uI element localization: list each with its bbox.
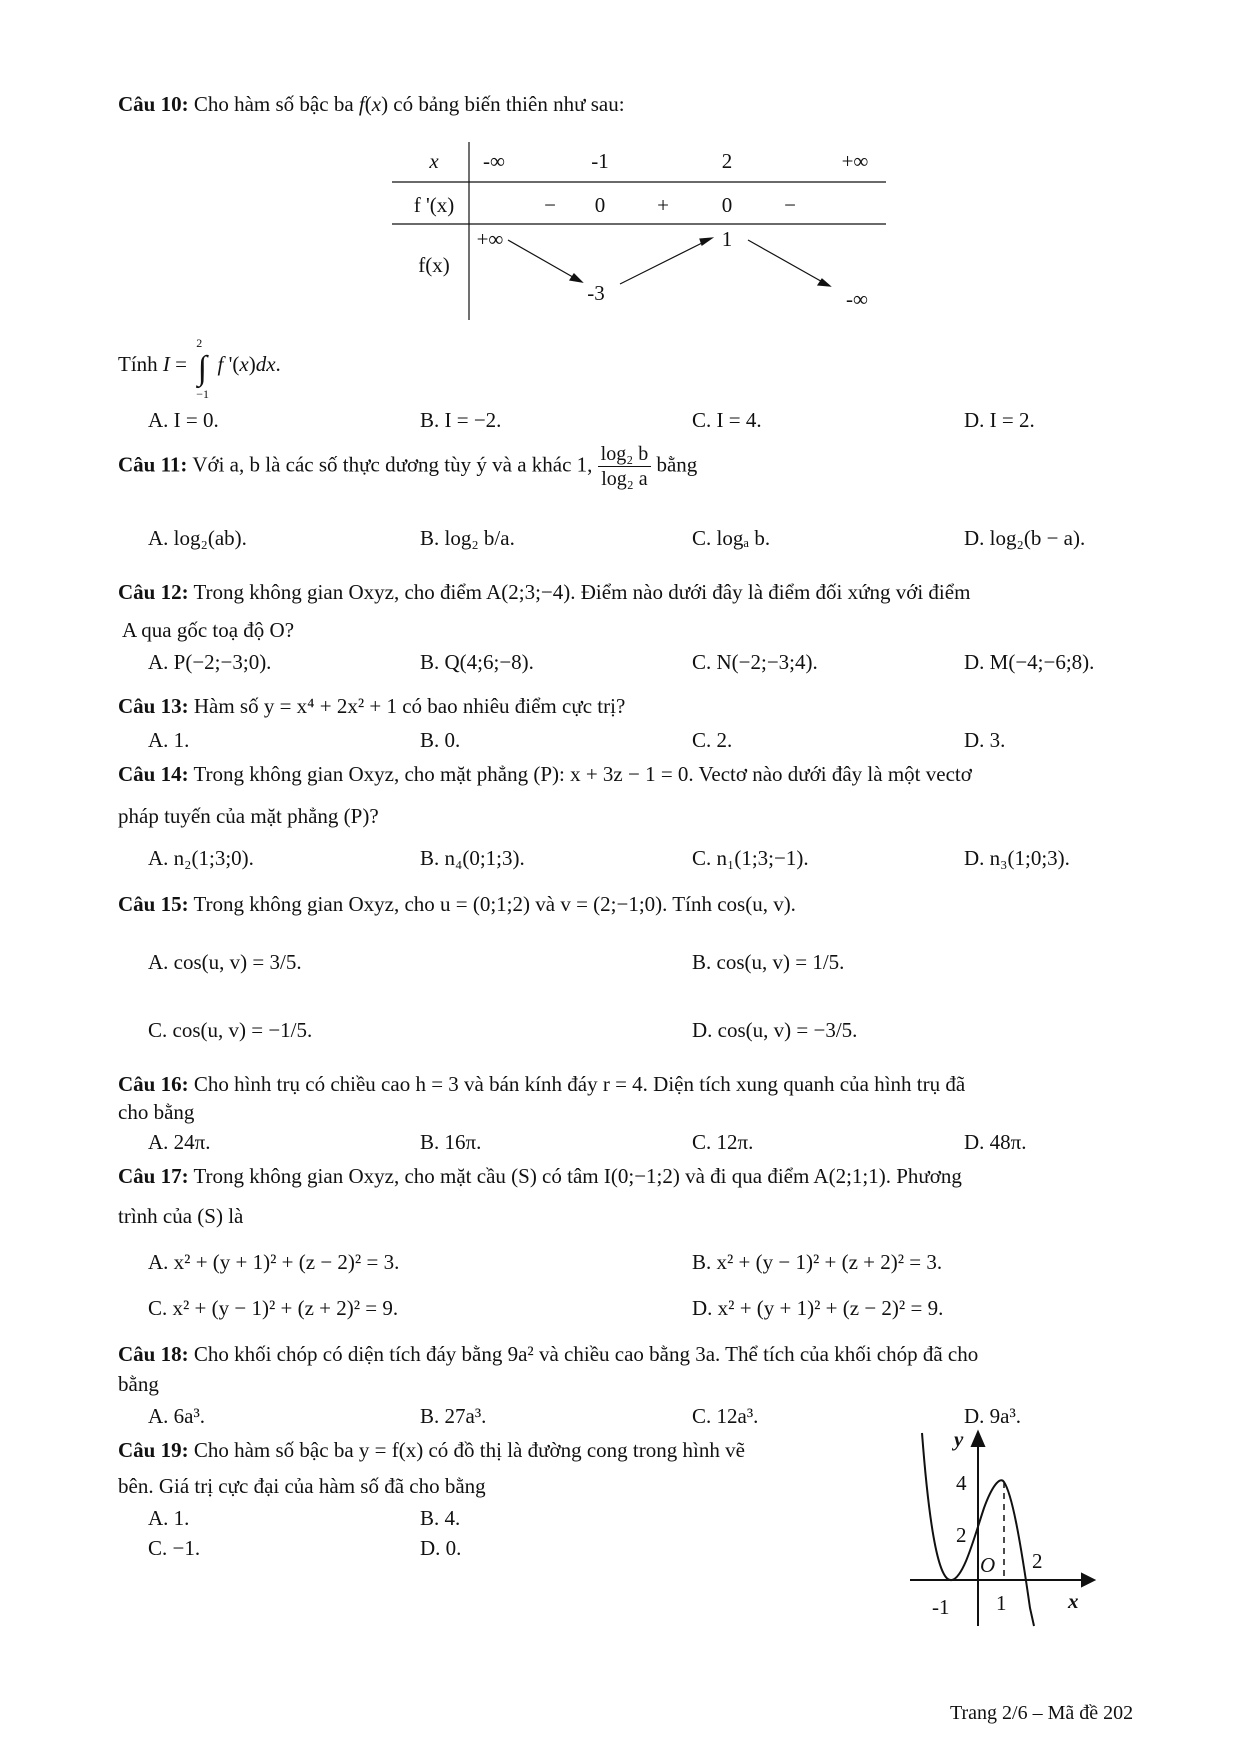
q16-option-a[interactable]: A. 24π. [148, 1130, 211, 1154]
f-value: +∞ [476, 227, 504, 251]
q13-option-c[interactable]: C. 2. [692, 728, 733, 752]
x-value: -1 [591, 149, 609, 173]
q18-option-b[interactable]: B. 27a³. [420, 1404, 487, 1428]
q12-label: Câu 12: [118, 580, 189, 604]
q11-option-d[interactable]: D. log₂(b − a). [964, 526, 1086, 550]
q15-option-b[interactable]: B. cos(u, v) = 1/5. [692, 950, 845, 974]
q11-label: Câu 11: [118, 452, 188, 477]
q14-option-b[interactable]: B. n₄(0;1;3). [420, 846, 525, 870]
q19-option-d[interactable]: D. 0. [420, 1536, 462, 1560]
q10-label: Câu 10: [118, 92, 189, 116]
x-value: -∞ [483, 149, 505, 173]
q10-option-d[interactable]: D. I = 2. [964, 408, 1035, 432]
x-axis-arrow [1082, 1574, 1094, 1586]
q16-option-c[interactable]: C. 12π. [692, 1130, 754, 1154]
q18-option-a[interactable]: A. 6a³. [148, 1404, 206, 1428]
q15-option-c[interactable]: C. cos(u, v) = −1/5. [148, 1018, 313, 1042]
q15-label: Câu 15: [118, 892, 189, 916]
table-row-x-label: x [429, 149, 439, 173]
q16-text-2: cho bằng [118, 1100, 195, 1124]
q14-text-1: Trong không gian Oxyz, cho mặt phẳng (P): x + 3z − 1 = 0. Vectơ nào dưới đây là một vectơ [193, 762, 972, 786]
q17-option-d[interactable]: D. x² + (y + 1)² + (z − 2)² = 9. [692, 1296, 944, 1320]
q11-text: Với a, b là các số thực dương tùy ý và a khác 1, [192, 452, 593, 477]
x-value: 2 [721, 149, 733, 173]
q12-stem [118, 580, 970, 605]
x-axis-label: x [1068, 1589, 1079, 1613]
q16-option-b[interactable]: B. 16π. [420, 1130, 482, 1154]
q11-option-b[interactable]: B. log₂ b/a. [420, 526, 515, 550]
x-tick: 1 [996, 1591, 1007, 1615]
q11-option-a[interactable]: A. log₂(ab). [148, 526, 247, 550]
q14-option-a[interactable]: A. n₂(1;3;0). [148, 846, 254, 870]
q19-label: Câu 19: [118, 1438, 189, 1462]
q18-label: Câu 18: [118, 1342, 189, 1366]
q16-stem [118, 1072, 965, 1097]
q18-stem [118, 1342, 978, 1367]
q10-stem [118, 92, 625, 117]
f-value: 1 [721, 227, 733, 251]
q11-fraction: $\frac{\text{log₂ b}}{\text{log₂ a}}$ [598, 442, 652, 491]
arrow-down-1 [508, 240, 578, 280]
q16-option-d[interactable]: D. 48π. [964, 1130, 1027, 1154]
fp-value: 0 [594, 193, 606, 217]
q12-option-d[interactable]: D. M(−4;−6;8). [964, 650, 1095, 674]
q16-label: Câu 16: [118, 1072, 189, 1096]
fp-value: + [657, 193, 669, 217]
q19-graph [900, 1428, 1100, 1628]
q17-option-b[interactable]: B. x² + (y − 1)² + (z + 2)² = 3. [692, 1250, 943, 1274]
y-tick: 2 [956, 1523, 967, 1547]
q18-option-c[interactable]: C. 12a³. [692, 1404, 759, 1428]
q17-option-c[interactable]: C. x² + (y − 1)² + (z + 2)² = 9. [148, 1296, 399, 1320]
q14-label: Câu 14: [118, 762, 189, 786]
q14-stem [118, 762, 972, 787]
q19-text-1: Cho hàm số bậc ba y = f(x) có đồ thị là đường cong trong hình vẽ [193, 1438, 745, 1462]
f-value: -3 [587, 281, 605, 305]
q19-option-a[interactable]: A. 1. [148, 1506, 190, 1530]
fp-value: 0 [721, 193, 733, 217]
x-tick: -1 [932, 1595, 950, 1619]
q19-option-c[interactable]: C. −1. [148, 1536, 201, 1560]
q18-option-d[interactable]: D. 9a³. [964, 1404, 1022, 1428]
q11-stem [118, 442, 697, 491]
arrow-down-2 [748, 240, 826, 284]
q18-text-1: Cho khối chóp có diện tích đáy bằng 9a² và chiều cao bằng 3a. Thể tích của khối chóp đã cho [193, 1342, 979, 1366]
q13-option-a[interactable]: A. 1. [148, 728, 190, 752]
fp-value: − [784, 193, 796, 217]
q13-stem [118, 694, 625, 719]
integral-sign: ∫ 2 −1 [196, 336, 210, 401]
q17-text-2: trình của (S) là [118, 1204, 244, 1228]
q14-text-2: pháp tuyến của mặt phẳng (P)? [118, 804, 379, 828]
q17-option-a[interactable]: A. x² + (y + 1)² + (z − 2)² = 3. [148, 1250, 400, 1274]
y-tick: 4 [956, 1471, 967, 1495]
q16-text-1: Cho hình trụ có chiều cao h = 3 và bán kính đáy r = 4. Diện tích xung quanh của hình trụ đã [193, 1072, 966, 1096]
x-tick: 2 [1032, 1549, 1043, 1573]
q14-option-c[interactable]: C. n₁(1;3;−1). [692, 846, 809, 870]
q12-text-2: A qua gốc toạ độ O? [122, 618, 295, 642]
y-axis-arrow [972, 1432, 984, 1446]
q10-option-a[interactable]: A. I = 0. [148, 408, 219, 432]
q12-option-b[interactable]: B. Q(4;6;−8). [420, 650, 534, 674]
q13-label: Câu 13: [118, 694, 189, 718]
q15-option-d[interactable]: D. cos(u, v) = −3/5. [692, 1018, 858, 1042]
x-value: +∞ [841, 149, 869, 173]
q12-text-1: Trong không gian Oxyz, cho điểm A(2;3;−4). Điểm nào dưới đây là điểm đối xứng với điểm [193, 580, 971, 604]
f-value: -∞ [846, 287, 868, 311]
q15-stem [118, 892, 796, 917]
q10-option-c[interactable]: C. I = 4. [692, 408, 762, 432]
q12-option-c[interactable]: C. N(−2;−3;4). [692, 650, 818, 674]
q19-option-b[interactable]: B. 4. [420, 1506, 461, 1530]
arrow-head [700, 238, 712, 245]
q17-stem [118, 1164, 962, 1189]
arrow-head [570, 274, 582, 282]
origin-label: O [980, 1553, 996, 1577]
q13-option-d[interactable]: D. 3. [964, 728, 1006, 752]
q18-text-2: bằng [118, 1372, 159, 1396]
q12-option-a[interactable]: A. P(−2;−3;0). [148, 650, 272, 674]
variation-table [390, 140, 890, 320]
q17-text-1: Trong không gian Oxyz, cho mặt cầu (S) có tâm I(0;−1;2) và đi qua điểm A(2;1;1). Phương [193, 1164, 962, 1188]
q13-text: Hàm số y = x⁴ + 2x² + 1 có bao nhiêu điểm cực trị? [193, 694, 626, 718]
q11-option-c[interactable]: C. logₐ b. [692, 526, 771, 550]
q10-prompt: Tính I = ∫ 2 −1 f '(x)dx. [118, 336, 281, 401]
page-footer: Trang 2/6 – Mã đề 202 [950, 1702, 1134, 1724]
q15-option-a[interactable]: A. cos(u, v) = 3/5. [148, 950, 302, 974]
q10-text: Cho hàm số bậc ba f(x) có bảng biến thiên như sau: [193, 92, 625, 116]
fp-value: − [544, 193, 556, 217]
q10-option-b[interactable]: B. I = −2. [420, 408, 502, 432]
q11-tail: bằng [656, 452, 698, 477]
q13-option-b[interactable]: B. 0. [420, 728, 461, 752]
q14-option-d[interactable]: D. n₃(1;0;3). [964, 846, 1070, 870]
table-row-fp-label: f '(x) [413, 193, 455, 217]
q19-text-2: bên. Giá trị cực đại của hàm số đã cho bằng [118, 1474, 486, 1498]
q15-text: Trong không gian Oxyz, cho u = (0;1;2) và v = (2;−1;0). Tính cos(u, v). [193, 892, 796, 916]
q17-label: Câu 17: [118, 1164, 189, 1188]
arrow-up [620, 240, 708, 284]
q19-stem [118, 1438, 745, 1463]
table-row-f-label: f(x) [418, 253, 450, 277]
y-axis-label: y [954, 1428, 964, 1451]
